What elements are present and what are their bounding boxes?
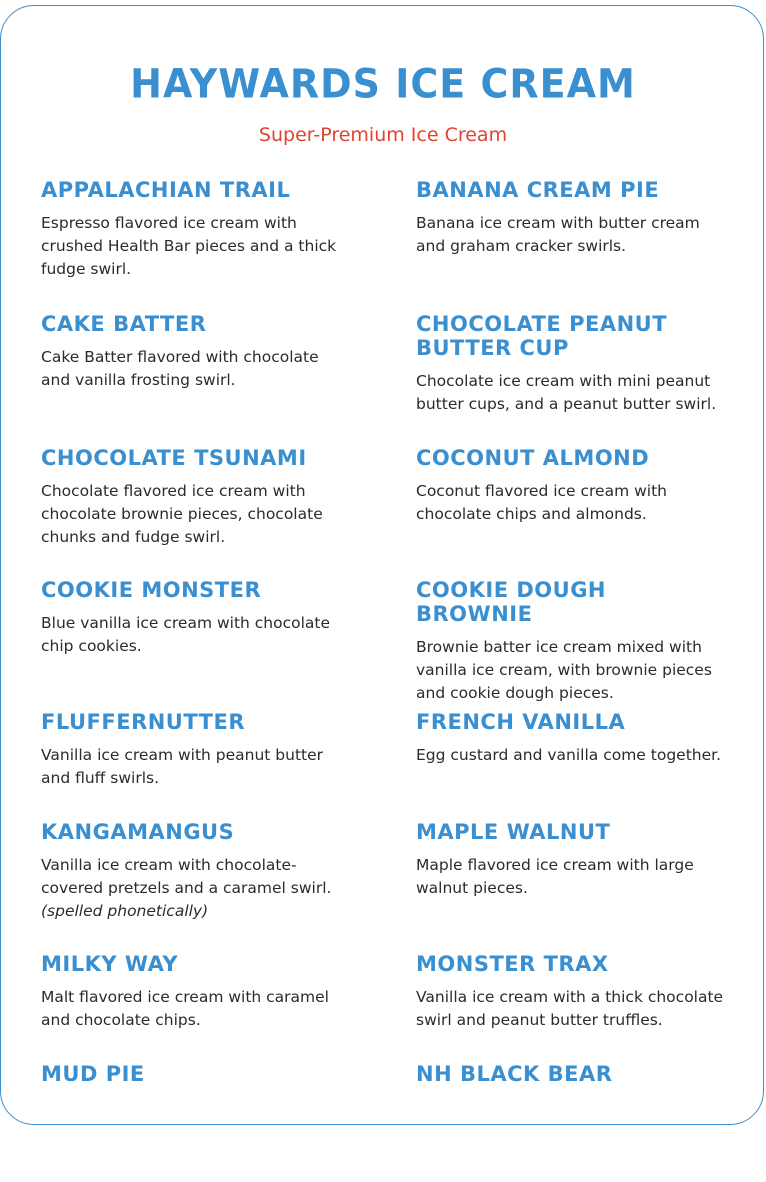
page-subtitle: Super-Premium Ice Cream <box>258 124 508 146</box>
flavor-item <box>416 578 726 710</box>
flavor-description: Blue vanilla ice cream with chocolate chip cookies. <box>41 614 331 655</box>
flavor-item <box>416 820 726 952</box>
flavor-description: Malt flavored ice cream with caramel and chocolate chips. <box>41 988 329 1029</box>
flavor-name: BANANA CREAM PIE <box>416 178 660 202</box>
flavor-note: (spelled phonetically) <box>41 902 209 920</box>
flavor-item <box>41 952 351 1062</box>
flavor-description <box>41 854 351 923</box>
flavor-name: MAPLE WALNUT <box>416 820 611 844</box>
flavor-name: FLUFFERNUTTER <box>41 710 246 734</box>
flavor-item <box>41 710 351 820</box>
flavor-item <box>416 952 726 1062</box>
flavor-name: CHOCOLATE TSUNAMI <box>41 446 307 470</box>
flavor-name: COOKIE MONSTER <box>41 578 262 602</box>
flavor-description: Vanilla ice cream with peanut butter and fluff swirls. <box>41 746 324 787</box>
flavor-name: KANGAMANGUS <box>41 820 235 844</box>
flavor-description: Coconut flavored ice cream with chocolate chips and almonds. <box>416 482 668 523</box>
flavor-item <box>416 312 726 446</box>
flavor-description: Espresso flavored ice cream with crushed Health Bar pieces and a thick fudge swirl. <box>41 214 337 278</box>
flavor-item <box>416 710 726 820</box>
flavor-item <box>41 820 351 952</box>
flavor-item <box>416 1062 726 1182</box>
flavor-name: FRENCH VANILLA <box>416 710 626 734</box>
flavor-item <box>41 178 351 312</box>
flavor-grid <box>41 178 726 1182</box>
flavor-description-text: Vanilla ice cream with chocolate-covered pretzels and a caramel swirl. <box>41 856 332 897</box>
flavor-name: MONSTER TRAX <box>416 952 609 976</box>
flavor-description: Maple flavored ice cream with large walnut pieces. <box>416 856 694 897</box>
flavor-item <box>41 312 351 446</box>
flavor-item <box>41 446 351 578</box>
flavor-name: COCONUT ALMOND <box>416 446 650 470</box>
flavor-item <box>41 1062 351 1182</box>
flavor-name: CHOCOLATE PEANUT BUTTER CUP <box>416 312 668 360</box>
page-title: HAYWARDS ICE CREAM <box>130 60 636 108</box>
flavor-name: MILKY WAY <box>41 952 179 976</box>
flavor-description: Egg custard and vanilla come together. <box>416 746 722 764</box>
flavor-description: Banana ice cream with butter cream and graham cracker swirls. <box>416 214 700 255</box>
flavor-item <box>416 446 726 578</box>
flavor-description: Vanilla ice cream with a thick chocolate swirl and peanut butter truffles. <box>416 988 724 1029</box>
flavor-description: Cake Batter flavored with chocolate and vanilla frosting swirl. <box>41 348 319 389</box>
flavor-description: Brownie batter ice cream mixed with vanilla ice cream, with brownie pieces and cookie dough pieces. <box>416 638 712 702</box>
flavor-name: COOKIE DOUGH BROWNIE <box>416 578 607 626</box>
flavor-item <box>41 578 351 710</box>
flavor-description: Chocolate flavored ice cream with chocolate brownie pieces, chocolate chunks and fudge swirl. <box>41 482 323 546</box>
flavor-name: NH BLACK BEAR <box>416 1062 613 1086</box>
flavor-description: Chocolate ice cream with mini peanut butter cups, and a peanut butter swirl. <box>416 372 717 413</box>
flavor-item <box>416 178 726 312</box>
flavor-name: CAKE BATTER <box>41 312 207 336</box>
flavor-name: MUD PIE <box>41 1062 145 1086</box>
flavor-name: APPALACHIAN TRAIL <box>41 178 291 202</box>
